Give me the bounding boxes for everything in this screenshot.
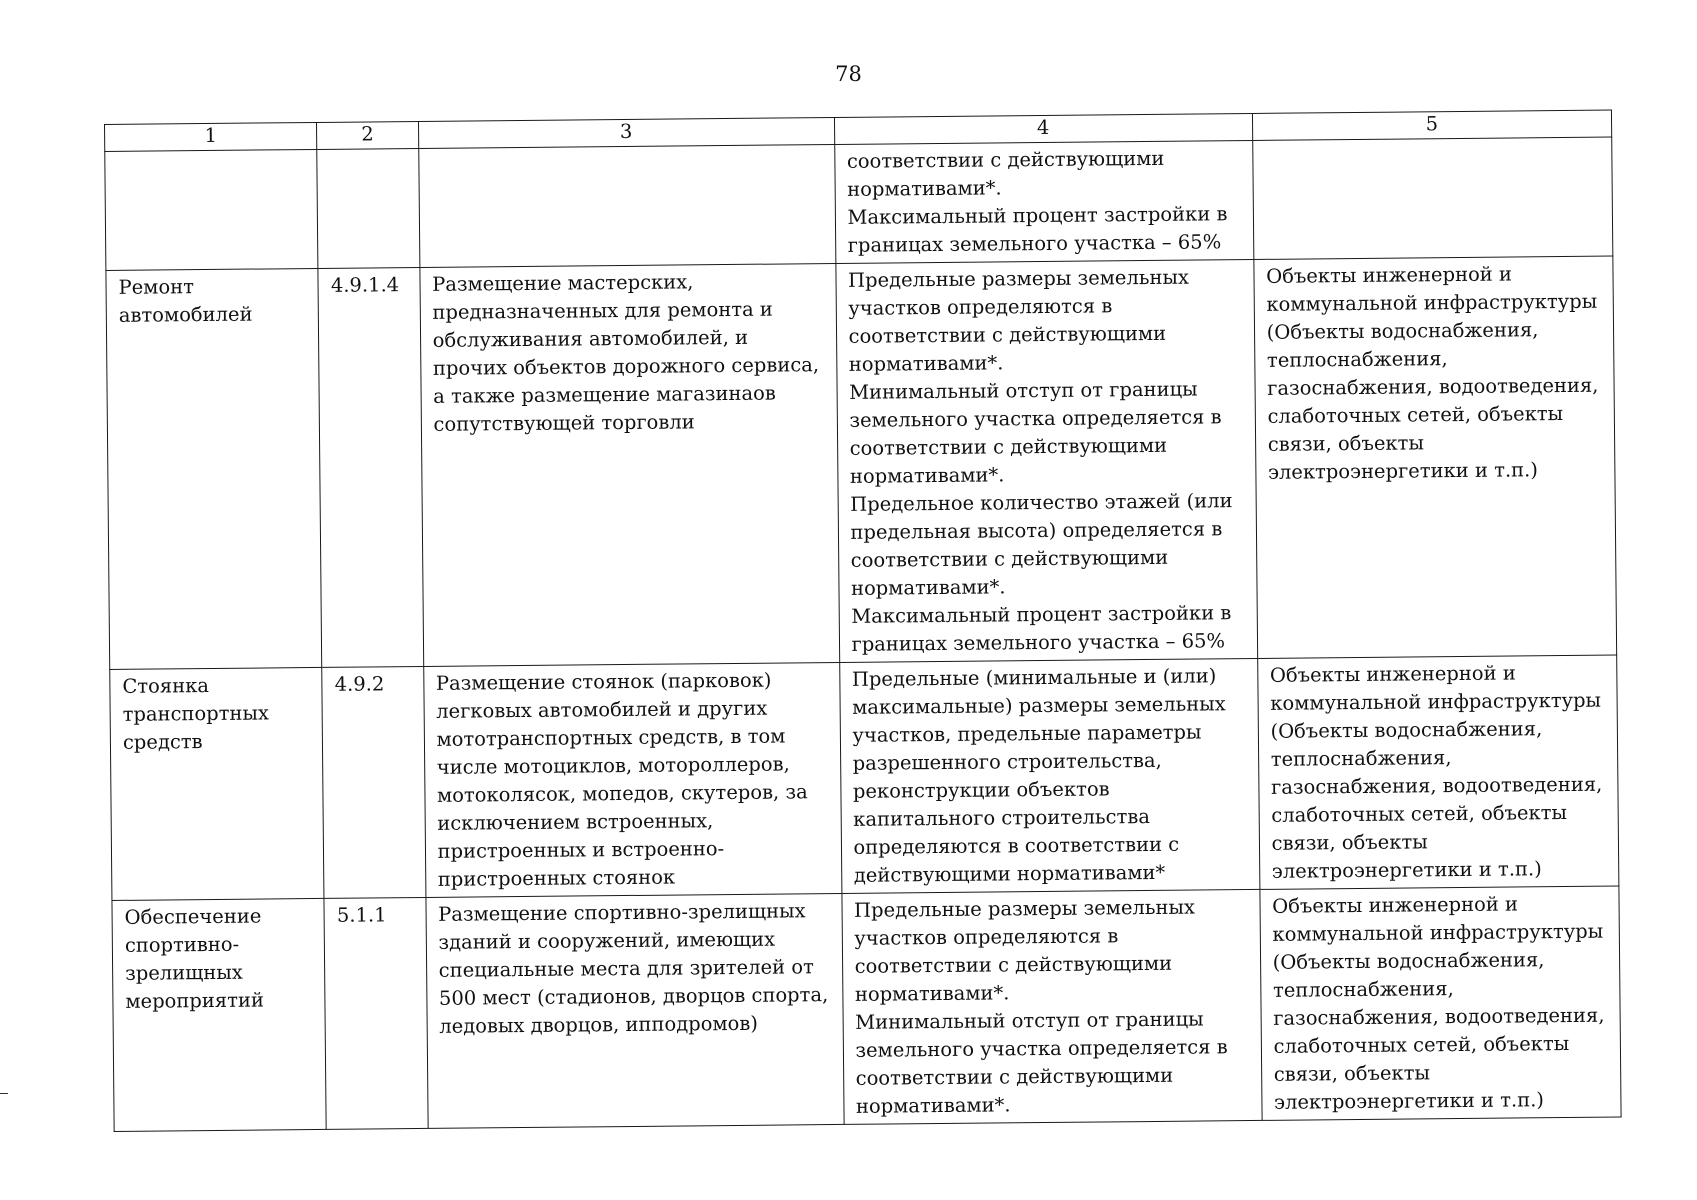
parameters-cell: [841, 889, 1261, 1124]
column-header-2: 2: [317, 121, 419, 149]
use-name: [117, 153, 304, 155]
parameters-text: соответствии с действующими нормативами*. Максимальный процент застройки в границах земельного участка – 65%: [846, 146, 1228, 257]
table-row: [112, 886, 1621, 1131]
use-description: [431, 148, 822, 152]
use-description-cell: [426, 893, 844, 1128]
infrastructure-text: Объекты инженерной и коммунальной инфраструктуры (Объекты водоснабжения, теплоснабжения, газоснабжения, водоотведения, слаботочных сетей, объекты связи, объекты электроэнергетики и т.п.): [1269, 661, 1603, 883]
use-code-cell: [324, 897, 427, 1129]
use-code: 5.1.1: [336, 903, 387, 927]
land-use-table-wrapper: [104, 110, 1622, 1132]
use-description: Размещение мастерских, предназначенных для ремонта и обслуживания автомобилей, и прочих объектов дорожного сервиса, а также размещение магазинаов сопутствующей торговли: [432, 270, 820, 436]
use-name: Ремонт автомобилей: [118, 275, 253, 327]
infrastructure-cell: [1252, 137, 1612, 259]
use-description: Размещение спортивно-зрелищных зданий и сооружений, имеющих специальные места для зрителей от 500 мест (стадионов, дворцов спорта, ледовых дворцов, ипподромов): [438, 899, 829, 1038]
column-header-5: 5: [1252, 110, 1612, 140]
parameters-cell: [839, 658, 1259, 893]
column-header-3: 3: [418, 117, 834, 148]
use-code: 4.9.1.4: [330, 273, 400, 297]
use-description: Размещение стоянок (парковок) легковых автомобилей и других мототранспортных средств, в том числе мотоциклов, мотороллеров, мотоколясок, мопедов, скутеров, за исключением встроенных, пристроенных и встроенно- пристроенных стоянок: [435, 668, 808, 891]
use-description-cell: [418, 144, 835, 267]
parameters-cell: [834, 140, 1253, 263]
column-header-1: 1: [105, 122, 318, 151]
table-row: [106, 256, 1617, 669]
use-description-cell: [419, 263, 839, 666]
column-header-4: 4: [834, 113, 1252, 144]
infrastructure-cell: [1253, 256, 1616, 658]
margin-mark: [0, 1093, 8, 1094]
parameters-cell: [835, 259, 1257, 662]
page-number: 78: [835, 62, 862, 86]
use-code-cell: [322, 666, 425, 898]
table-row: [105, 137, 1613, 270]
use-code: [330, 152, 406, 153]
parameters-text: Предельные размеры земельных участков определяются в соответствии с действующими нормативами*. Минимальный отступ от границы земельного участка определяется в соответствии с действующими нормативами*. Предельное количество этажей (или предельная высота) определяется в соответствии с действующими нормативами*. Максимальный процент застройки в границах земельного участка – 65%: [847, 265, 1233, 656]
use-name: Обеспечение спортивно- зрелищных мероприятий: [124, 904, 265, 1013]
infrastructure-cell: [1260, 886, 1622, 1120]
use-description-cell: [423, 662, 841, 897]
use-code-cell: [317, 148, 419, 268]
infrastructure-text: Объекты инженерной и коммунальной инфраструктуры (Объекты водоснабжения, теплоснабжения, газоснабжения, водоотведения, слаботочных сетей, объекты связи, объекты электроэнергетики и т.п.): [1272, 892, 1605, 1114]
infrastructure-cell: [1257, 655, 1619, 889]
land-use-table: [104, 110, 1622, 1132]
parameters-text: Предельные размеры земельных участков определяются в соответствии с действующими нормативами*. Минимальный отступ от границы земельного участка определяется в соответствии с действующими нормативами*.: [853, 895, 1228, 1118]
table-row: [110, 655, 1619, 900]
use-name: Стоянка транспортных средств: [122, 674, 270, 754]
use-code: 4.9.2: [334, 672, 385, 696]
use-name-cell: [105, 149, 318, 270]
use-code-cell: [318, 267, 423, 667]
infrastructure-text: Объекты инженерной и коммунальной инфраструктуры (Объекты водоснабжения, теплоснабжения, газоснабжения, водоотведения, слаботочных сетей, объекты связи, объекты электроэнергетики и т.п.): [1266, 262, 1599, 484]
use-name-cell: [110, 667, 325, 900]
use-name-cell: [106, 268, 322, 669]
parameters-text: Предельные (минимальные и (или) максимальные) размеры земельных участков, предельные параметры разрешенного строительства, реконструкции объектов капитального строительства определяются в соответствии с действующими нормативами*: [851, 664, 1226, 887]
use-name-cell: [112, 898, 327, 1131]
infrastructure-text: [1265, 141, 1599, 144]
